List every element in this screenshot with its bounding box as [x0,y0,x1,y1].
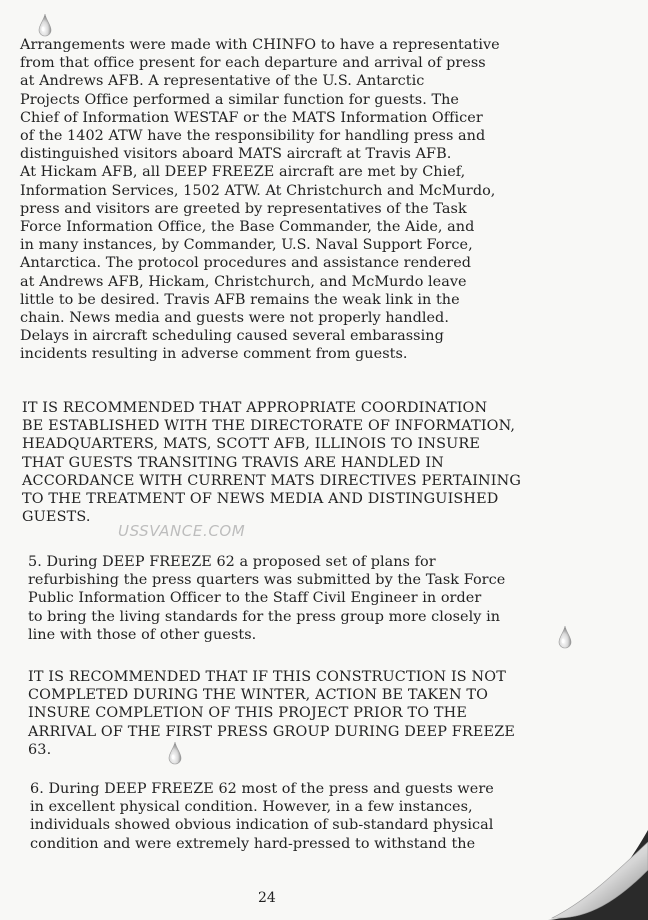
text-line: at Andrews AFB, Hickam, Christchurch, and McMurdo leave [20,273,467,290]
text-line: IT IS RECOMMENDED THAT IF THIS CONSTRUCTION IS NOT [28,669,506,685]
text-line: from that office present for each departure and arrival of press [20,55,486,72]
text-line: Antarctica. The protocol procedures and assistance rendered [20,255,472,272]
text-line: 63. [28,741,52,758]
text-line: INSURE COMPLETION OF THIS PROJECT PRIOR TO THE [28,705,468,722]
text-line: IT IS RECOMMENDED THAT APPROPRIATE COORDINATION [22,400,488,416]
text-line: At Hickam AFB, all DEEP FREEZE aircraft are met by Chief, [20,164,466,181]
page-number: 24 [258,890,276,906]
text-line: Public Information Officer to the Staff Civil Engineer in order [28,590,482,607]
text-line: ARRIVAL OF THE FIRST PRESS GROUP DURING DEEP FREEZE [28,723,516,740]
text-line: ACCORDANCE WITH CURRENT MATS DIRECTIVES PERTAINING [22,472,522,489]
text-line: COMPLETED DURING THE WINTER, ACTION BE TAKEN TO [28,687,489,704]
text-line: of the 1402 ATW have the responsibility for handling press and [20,128,486,145]
text-line: distinguished visitors aboard MATS aircraft at Travis AFB. [20,146,452,163]
text-line: in excellent physical condition. However, in a few instances, [30,799,473,816]
text-line: refurbishing the press quarters was submitted by the Task Force [28,572,506,589]
text-line: Chief of Information WESTAF or the MATS Information Officer [20,109,483,126]
page-curl-icon [548,830,648,920]
text-line: HEADQUARTERS, MATS, SCOTT AFB, ILLINOIS TO INSURE [22,436,481,453]
water-drop-icon [168,742,182,766]
text-line: GUESTS. [22,509,91,526]
text-line: THAT GUESTS TRANSITING TRAVIS ARE HANDLED IN [22,454,444,471]
text-line: Delays in aircraft scheduling caused several embarassing [20,328,444,345]
paragraph-5 [28,553,618,644]
text-line: Information Services, 1502 ATW. At Christchurch and McMurdo, [20,182,496,199]
text-line: press and visitors are greeted by representatives of the Task [20,200,467,217]
text-line: 5. During DEEP FREEZE 62 a proposed set of plans for [28,554,436,570]
text-line: TO THE TREATMENT OF NEWS MEDIA AND DISTINGUISHED [22,491,499,508]
text-line: condition and were extremely hard-pressed to withstand the [30,835,476,852]
text-line: individuals showed obvious indication of sub-standard physical [30,817,494,834]
text-line: Projects Office performed a similar function for guests. The [20,91,459,108]
watermark-text: USSVANCE.COM [118,522,246,540]
text-line: little to be desired. Travis AFB remains the weak link in the [20,291,460,308]
water-drop-icon [558,626,572,650]
paragraph-6 [30,780,620,853]
recommendation-2 [28,668,618,759]
water-drop-icon [38,14,52,38]
text-line: Force Information Office, the Base Commander, the Aide, and [20,219,475,236]
text-line: incidents resulting in adverse comment from guests. [20,346,408,363]
text-line: to bring the living standards for the press group more closely in [28,608,501,625]
text-line: chain. News media and guests were not properly handled. [20,310,449,327]
recommendation-1 [22,399,612,526]
text-line: at Andrews AFB. A representative of the U.S. Antarctic [20,73,425,90]
text-line: 6. During DEEP FREEZE 62 most of the press and guests were [30,781,494,797]
text-line: in many instances, by Commander, U.S. Naval Support Force, [20,237,473,254]
text-line: line with those of other guests. [28,626,257,643]
text-line: Arrangements were made with CHINFO to have a representative [20,37,500,53]
paragraph-intro [20,36,610,364]
text-line: BE ESTABLISHED WITH THE DIRECTORATE OF INFORMATION, [22,418,516,435]
